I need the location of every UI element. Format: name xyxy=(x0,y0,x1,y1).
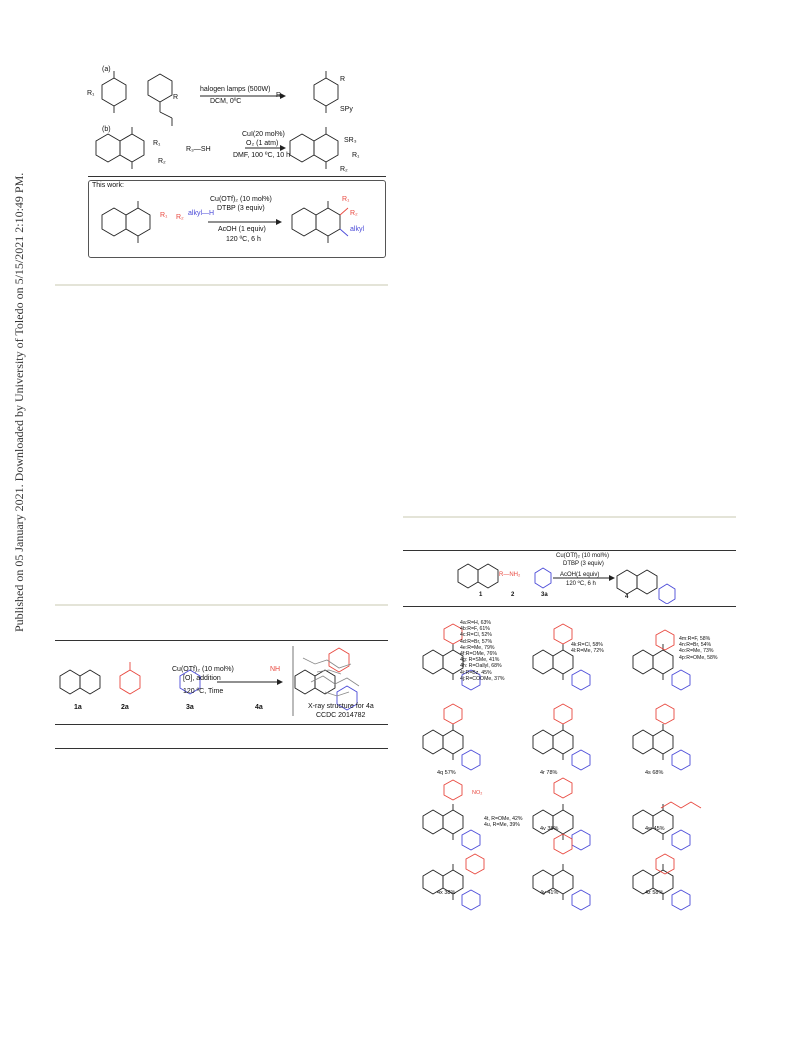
label-4v: 4v 38% xyxy=(540,826,559,832)
product-spy-a: SPy xyxy=(340,106,353,113)
product-r2-c: R₂ xyxy=(350,210,358,217)
list-item: 4t, R=OMe, 42% xyxy=(484,816,523,822)
list-4a-4j xyxy=(460,620,505,682)
list-item: 4f:R=OMe, 76% xyxy=(460,651,498,658)
table-1-mid-rule xyxy=(55,724,388,725)
product-sr3-b: SR₃ xyxy=(344,137,357,144)
product-alkyl-c: alkyl xyxy=(350,226,365,233)
table-1-conditions-1: Cu(OTf)₂ (10 mol%) xyxy=(172,666,234,673)
scheme-2-label-3a: 3a xyxy=(541,592,548,598)
label-4x: 4x 38% xyxy=(437,890,456,896)
this-work-box xyxy=(88,180,386,258)
label-1a: 1a xyxy=(74,704,82,711)
label-3a: 3a xyxy=(186,704,194,711)
table-1-conditions-2: [O], addition xyxy=(183,675,221,682)
label-4r: 4r 78% xyxy=(540,770,558,776)
list-4t-4u xyxy=(484,816,523,828)
separator-2 xyxy=(55,604,388,606)
list-item: 4e:R=Me, 79% xyxy=(460,644,495,651)
table-1-top-rule xyxy=(55,640,388,641)
amine-r1-c: R₁ xyxy=(160,212,168,219)
conditions-a-top: halogen lamps (500W) xyxy=(200,86,271,93)
list-item: 4p:R=OMe, 58% xyxy=(679,654,718,661)
list-item: 4m:R=F, 58% xyxy=(679,636,711,642)
scheme-2-label-2: 2 xyxy=(511,592,515,598)
table-1-nh: NH xyxy=(270,666,281,673)
list-item: 4i:R=Bz, 45% xyxy=(460,669,492,676)
table-1-bottom-rule xyxy=(55,748,388,749)
list-item: 4d:R=Br, 57% xyxy=(460,638,493,645)
product-4a xyxy=(295,648,357,710)
conditions-c-3: AcOH (1 equiv) xyxy=(218,226,266,233)
amine-r2-c: R₂ xyxy=(176,214,184,221)
xray-caption: X-ray structure for 4a xyxy=(308,703,374,710)
scheme-divider xyxy=(88,176,386,177)
scheme-2-top-rule xyxy=(403,550,736,551)
list-item: 4k:R=Cl, 58% xyxy=(571,642,603,648)
product-r-a: R xyxy=(340,76,346,83)
scheme-2-mid-rule xyxy=(403,606,736,607)
amine-r1-b: R₁ xyxy=(153,140,161,147)
conditions-b-2: O₂ (1 atm) xyxy=(246,140,279,147)
quinone-structure xyxy=(102,71,126,113)
scheme-2-conditions-3: AcOH(1 equiv) xyxy=(560,572,600,578)
label-4q: 4q 57% xyxy=(437,770,456,776)
conditions-b-3: DMF, 100 ºC, 10 h xyxy=(233,152,291,159)
publication-sidebar xyxy=(2,172,26,632)
conditions-c-1: Cu(OTf)₂ (10 mol%) xyxy=(210,196,272,203)
alkyl-h-c: alkyl—H xyxy=(188,210,215,217)
thiol-b: R₃—SH xyxy=(186,146,211,153)
product-r1-c: R₁ xyxy=(342,196,350,203)
scheme-2-header-graphic xyxy=(403,552,736,604)
ccdc-number: CCDC 2014782 xyxy=(316,712,366,719)
substituent-r-a: R xyxy=(173,94,179,101)
product-r1-a: R₁ xyxy=(276,92,284,99)
naphthoquinone-product-b xyxy=(290,127,338,169)
label-b: (b) xyxy=(102,126,111,133)
label-4w: 4w 45% xyxy=(645,826,665,832)
scheme-2-conditions-4: 120 ºC, 6 h xyxy=(566,581,596,587)
scheme-2-conditions-2: DTBP (3 equiv) xyxy=(563,561,604,567)
aniline-2a xyxy=(120,662,140,694)
label-4y: 4y 41% xyxy=(540,890,559,896)
product-r1-b: R₁ xyxy=(352,152,360,159)
scheme-2-amine: R—NH₂ xyxy=(499,572,521,578)
label-2a: 2a xyxy=(121,704,129,711)
conditions-b-1: CuI(20 mol%) xyxy=(242,131,285,138)
amine-r2-b: R₂ xyxy=(158,158,166,165)
label-4s: 4s 68% xyxy=(645,770,664,776)
list-4k-4l xyxy=(571,642,604,654)
list-item: 4u, R=Me, 39% xyxy=(484,822,520,829)
scheme-2-label-1: 1 xyxy=(479,592,483,598)
list-item: 4b:R=F, 61% xyxy=(460,626,490,633)
naphthoquinone-structure-b xyxy=(96,127,144,169)
publication-notice: Published on 05 January 2021. Downloaded by University of Toledo on 5/15/2021 2:10:49 PM. xyxy=(12,172,26,632)
label-no2: NO₂ xyxy=(472,790,483,796)
label-4z: 4z 58% xyxy=(645,890,664,896)
substituent-r1-a: R₁ xyxy=(87,90,95,97)
scheme-2-conditions-1: Cu(OTf)₂ (10 mol%) xyxy=(556,553,610,559)
label-a: (a) xyxy=(102,66,111,73)
pyridinethione-ester-structure xyxy=(148,74,172,126)
list-item: 4j:R=COOMe, 37% xyxy=(460,675,505,682)
this-work-label: This work: xyxy=(92,182,124,189)
list-item: 4h: R=Oallyl, 68% xyxy=(460,663,502,670)
separator-1 xyxy=(55,284,388,286)
conditions-c-4: 120 ºC, 6 h xyxy=(226,236,261,243)
table-1-conditions-3: 120 ºC, Time xyxy=(183,688,224,695)
label-4a: 4a xyxy=(255,704,263,711)
list-item: 4n:R=Br, 54% xyxy=(679,642,712,649)
list-item: 4a:R=H, 63% xyxy=(460,620,491,626)
list-item: 4l:R=Me, 72% xyxy=(571,648,604,655)
separator-3 xyxy=(403,516,736,518)
conditions-a-bottom: DCM, 0ºC xyxy=(210,98,242,105)
list-item: 4c:R=Cl, 52% xyxy=(460,632,492,639)
conditions-c-2: DTBP (3 equiv) xyxy=(217,205,265,212)
naphthoquinone-1a xyxy=(60,670,100,694)
list-item: 4o:R=Me, 73% xyxy=(679,648,714,655)
quinone-product-a xyxy=(314,71,338,113)
scheme-2-label-4: 4 xyxy=(625,594,629,600)
product-r2-b: R₂ xyxy=(340,166,348,173)
list-4m-4p xyxy=(679,636,718,661)
list-item: 4g: R=SMe, 41% xyxy=(460,657,500,664)
